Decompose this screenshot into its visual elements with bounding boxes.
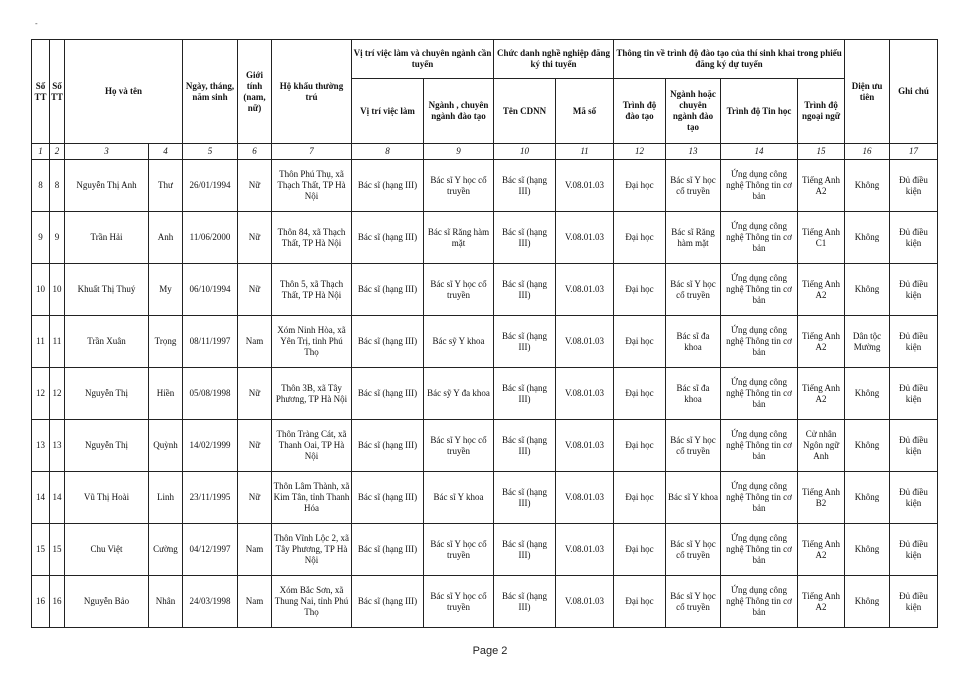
col-header-nganh: Ngành , chuyên ngành đào tạo [424,79,494,144]
column-number: 11 [556,144,614,160]
code-cell: V.08.01.03 [556,524,614,576]
residence-cell: Thôn 5, xã Thạch Thất, TP Hà Nội [272,264,352,316]
table-row [32,472,938,524]
note-cell: Đủ điều kiện [890,264,938,316]
education-level-cell: Đại học [614,524,666,576]
priority-cell: Không [845,420,890,472]
language-level-cell: Tiếng Anh A2 [798,160,845,212]
priority-cell: Không [845,264,890,316]
language-level-cell: Tiếng Anh A2 [798,576,845,628]
major-required-cell: Bác sĩ Răng hàm mặt [424,212,494,264]
major-cell: Bác sĩ Y học cổ truyền [666,576,721,628]
given-name-cell: Linh [149,472,183,524]
language-level-cell: Tiếng Anh A2 [798,316,845,368]
table-row [32,368,938,420]
col-header-ghi-chu: Ghi chú [890,40,938,144]
note-cell: Đủ điều kiện [890,368,938,420]
candidate-table [31,39,938,628]
column-number: 16 [845,144,890,160]
column-number: 1 [32,144,50,160]
code-cell: V.08.01.03 [556,160,614,212]
code-cell: V.08.01.03 [556,264,614,316]
table-row [32,576,938,628]
given-name-cell: Nhân [149,576,183,628]
family-name-cell: Khuất Thị Thuý [65,264,149,316]
stt2-cell: 10 [50,264,65,316]
major-cell: Bác sĩ đa khoa [666,316,721,368]
family-name-cell: Nguyễn Bảo [65,576,149,628]
birth-date-cell: 06/10/1994 [183,264,238,316]
column-number: 15 [798,144,845,160]
priority-cell: Không [845,160,890,212]
stt-cell: 8 [32,160,50,212]
education-level-cell: Đại học [614,576,666,628]
note-cell: Đủ điều kiện [890,212,938,264]
stt2-cell: 13 [50,420,65,472]
priority-cell: Dân tộc Mường [845,316,890,368]
col-header-stt: Số TT [32,40,50,144]
major-cell: Bác sĩ Y học cổ truyền [666,524,721,576]
note-cell: Đủ điều kiện [890,472,938,524]
priority-cell: Không [845,576,890,628]
it-level-cell: Ứng dụng công nghệ Thông tin cơ bản [721,472,798,524]
code-cell: V.08.01.03 [556,472,614,524]
major-cell: Bác sĩ Y khoa [666,472,721,524]
residence-cell: Xóm Bắc Sơn, xã Thung Nai, tỉnh Phú Thọ [272,576,352,628]
table-row [32,316,938,368]
birth-date-cell: 14/02/1999 [183,420,238,472]
major-required-cell: Bác sĩ Y học cổ truyền [424,420,494,472]
col-header-uu-tien: Diện ưu tiên [845,40,890,144]
stt2-cell: 12 [50,368,65,420]
given-name-cell: Trọng [149,316,183,368]
table-row [32,420,938,472]
table-row [32,160,938,212]
page-number: Page 2 [472,645,508,657]
col-header-vi-tri: Vị trí việc làm [352,79,424,144]
column-number: 5 [183,144,238,160]
birth-date-cell: 08/11/1997 [183,316,238,368]
major-cell: Bác sĩ Y học cổ truyền [666,160,721,212]
family-name-cell: Chu Việt [65,524,149,576]
stt2-cell: 15 [50,524,65,576]
code-cell: V.08.01.03 [556,368,614,420]
family-name-cell: Vũ Thị Hoài [65,472,149,524]
stt-cell: 9 [32,212,50,264]
birth-date-cell: 05/08/1998 [183,368,238,420]
family-name-cell: Trần Xuân [65,316,149,368]
major-required-cell: Bác sĩ Y học cổ truyền [424,264,494,316]
birth-date-cell: 24/03/1998 [183,576,238,628]
col-group-trinh-do: Thông tin về trình độ đào tạo của thí sinh khai trong phiếu đăng ký dự tuyển [614,40,845,79]
major-required-cell: Bác sĩ Y khoa [424,472,494,524]
table-row [32,212,938,264]
position-cell: Bác sĩ (hạng III) [352,576,424,628]
education-level-cell: Đại học [614,212,666,264]
language-level-cell: Tiếng Anh B2 [798,472,845,524]
family-name-cell: Nguyễn Thị Anh [65,160,149,212]
column-number: 14 [721,144,798,160]
birth-date-cell: 26/01/1994 [183,160,238,212]
note-cell: Đủ điều kiện [890,576,938,628]
position-cell: Bác sĩ (hạng III) [352,160,424,212]
given-name-cell: Cường [149,524,183,576]
title-cell: Bác sĩ (hạng III) [494,212,556,264]
language-level-cell: Tiếng Anh A2 [798,524,845,576]
education-level-cell: Đại học [614,160,666,212]
candidate-rows [32,160,938,628]
column-number: 8 [352,144,424,160]
language-level-cell: Tiếng Anh A2 [798,368,845,420]
residence-cell: Thôn 84, xã Thạch Thất, TP Hà Nội [272,212,352,264]
title-cell: Bác sĩ (hạng III) [494,420,556,472]
col-header-stt2: Số TT [50,40,65,144]
table-row [32,264,938,316]
col-header-ma-so: Mã số [556,79,614,144]
column-number: 9 [424,144,494,160]
education-level-cell: Đại học [614,316,666,368]
birth-date-cell: 23/11/1995 [183,472,238,524]
given-name-cell: Quỳnh [149,420,183,472]
major-required-cell: Bác sĩ Y học cổ truyền [424,160,494,212]
major-cell: Bác sĩ đa khoa [666,368,721,420]
it-level-cell: Ứng dụng công nghệ Thông tin cơ bản [721,368,798,420]
gender-cell: Nữ [238,420,272,472]
major-cell: Bác sĩ Y học cổ truyền [666,264,721,316]
title-cell: Bác sĩ (hạng III) [494,576,556,628]
gender-cell: Nam [238,576,272,628]
major-required-cell: Bác sĩ Y học cổ truyền [424,524,494,576]
residence-cell: Thôn 3B, xã Tây Phương, TP Hà Nội [272,368,352,420]
position-cell: Bác sĩ (hạng III) [352,264,424,316]
family-name-cell: Nguyễn Thị [65,420,149,472]
code-cell: V.08.01.03 [556,576,614,628]
stt-cell: 11 [32,316,50,368]
stt-cell: 13 [32,420,50,472]
major-cell: Bác sĩ Y học cổ truyền [666,420,721,472]
stt2-cell: 14 [50,472,65,524]
table-row [32,524,938,576]
column-number: 2 [50,144,65,160]
it-level-cell: Ứng dụng công nghệ Thông tin cơ bản [721,264,798,316]
language-level-cell: Cử nhân Ngôn ngữ Anh [798,420,845,472]
column-number: 13 [666,144,721,160]
gender-cell: Nam [238,524,272,576]
priority-cell: Không [845,212,890,264]
title-cell: Bác sĩ (hạng III) [494,524,556,576]
birth-date-cell: 04/12/1997 [183,524,238,576]
residence-cell: Thôn Tràng Cát, xã Thanh Oai, TP Hà Nội [272,420,352,472]
col-header-ngay-sinh: Ngày, tháng, năm sinh [183,40,238,144]
col-header-nganh-cn: Ngành hoặc chuyên ngành đào tạo [666,79,721,144]
position-cell: Bác sĩ (hạng III) [352,472,424,524]
note-cell: Đủ điều kiện [890,420,938,472]
column-number: 3 [65,144,149,160]
stt-cell: 14 [32,472,50,524]
position-cell: Bác sĩ (hạng III) [352,368,424,420]
stt2-cell: 16 [50,576,65,628]
stt-cell: 12 [32,368,50,420]
title-cell: Bác sĩ (hạng III) [494,160,556,212]
gender-cell: Nữ [238,264,272,316]
candidate-list-sheet [31,39,937,628]
title-cell: Bác sĩ (hạng III) [494,368,556,420]
it-level-cell: Ứng dụng công nghệ Thông tin cơ bản [721,576,798,628]
gender-cell: Nữ [238,160,272,212]
residence-cell: Xóm Ninh Hòa, xã Yên Trị, tỉnh Phú Thọ [272,316,352,368]
position-cell: Bác sĩ (hạng III) [352,524,424,576]
major-required-cell: Bác sỹ Y khoa [424,316,494,368]
column-number-row [32,144,938,160]
column-number: 4 [149,144,183,160]
it-level-cell: Ứng dụng công nghệ Thông tin cơ bản [721,420,798,472]
it-level-cell: Ứng dụng công nghệ Thông tin cơ bản [721,524,798,576]
col-header-ten-cdnn: Tên CDNN [494,79,556,144]
col-header-ho-khau: Hộ khẩu thường trú [272,40,352,144]
residence-cell: Thôn Phú Thụ, xã Thạch Thất, TP Hà Nội [272,160,352,212]
major-required-cell: Bác sỹ Y đa khoa [424,368,494,420]
priority-cell: Không [845,368,890,420]
gender-cell: Nữ [238,212,272,264]
col-group-vi-tri: Vị trí việc làm và chuyên ngành cần tuyển [352,40,494,79]
residence-cell: Thôn Vĩnh Lộc 2, xã Tây Phương, TP Hà Nội [272,524,352,576]
column-number: 17 [890,144,938,160]
stt2-cell: 8 [50,160,65,212]
gender-cell: Nữ [238,368,272,420]
gender-cell: Nữ [238,472,272,524]
position-cell: Bác sĩ (hạng III) [352,420,424,472]
col-group-chuc-danh: Chức danh nghề nghiệp đăng ký thi tuyển [494,40,614,79]
family-name-cell: Trần Hải [65,212,149,264]
language-level-cell: Tiếng Anh C1 [798,212,845,264]
given-name-cell: Thư [149,160,183,212]
priority-cell: Không [845,524,890,576]
stt2-cell: 11 [50,316,65,368]
it-level-cell: Ứng dụng công nghệ Thông tin cơ bản [721,212,798,264]
note-cell: Đủ điều kiện [890,316,938,368]
scan-mark: - [35,19,38,28]
col-header-trinh-do: Trình độ đào tạo [614,79,666,144]
education-level-cell: Đại học [614,368,666,420]
stt-cell: 16 [32,576,50,628]
note-cell: Đủ điều kiện [890,524,938,576]
given-name-cell: My [149,264,183,316]
position-cell: Bác sĩ (hạng III) [352,212,424,264]
family-name-cell: Nguyễn Thị [65,368,149,420]
column-number: 12 [614,144,666,160]
priority-cell: Không [845,472,890,524]
code-cell: V.08.01.03 [556,420,614,472]
title-cell: Bác sĩ (hạng III) [494,472,556,524]
education-level-cell: Đại học [614,472,666,524]
col-header-tin-hoc: Trình độ Tin học [721,79,798,144]
stt-cell: 15 [32,524,50,576]
major-required-cell: Bác sĩ Y học cổ truyền [424,576,494,628]
title-cell: Bác sĩ (hạng III) [494,316,556,368]
birth-date-cell: 11/06/2000 [183,212,238,264]
col-header-ngoai-ngu: Trình độ ngoại ngữ [798,79,845,144]
residence-cell: Thôn Lâm Thành, xã Kim Tân, tỉnh Thanh Hóa [272,472,352,524]
stt2-cell: 9 [50,212,65,264]
education-level-cell: Đại học [614,420,666,472]
gender-cell: Nam [238,316,272,368]
given-name-cell: Anh [149,212,183,264]
it-level-cell: Ứng dụng công nghệ Thông tin cơ bản [721,160,798,212]
stt-cell: 10 [32,264,50,316]
column-number: 6 [238,144,272,160]
column-number: 10 [494,144,556,160]
col-header-gioi-tinh: Giới tính (nam, nữ) [238,40,272,144]
major-cell: Bác sĩ Răng hàm mặt [666,212,721,264]
code-cell: V.08.01.03 [556,212,614,264]
title-cell: Bác sĩ (hạng III) [494,264,556,316]
col-header-ho-ten: Họ và tên [65,40,183,144]
given-name-cell: Hiền [149,368,183,420]
it-level-cell: Ứng dụng công nghệ Thông tin cơ bản [721,316,798,368]
position-cell: Bác sĩ (hạng III) [352,316,424,368]
column-number: 7 [272,144,352,160]
note-cell: Đủ điều kiện [890,160,938,212]
code-cell: V.08.01.03 [556,316,614,368]
education-level-cell: Đại học [614,264,666,316]
language-level-cell: Tiếng Anh A2 [798,264,845,316]
